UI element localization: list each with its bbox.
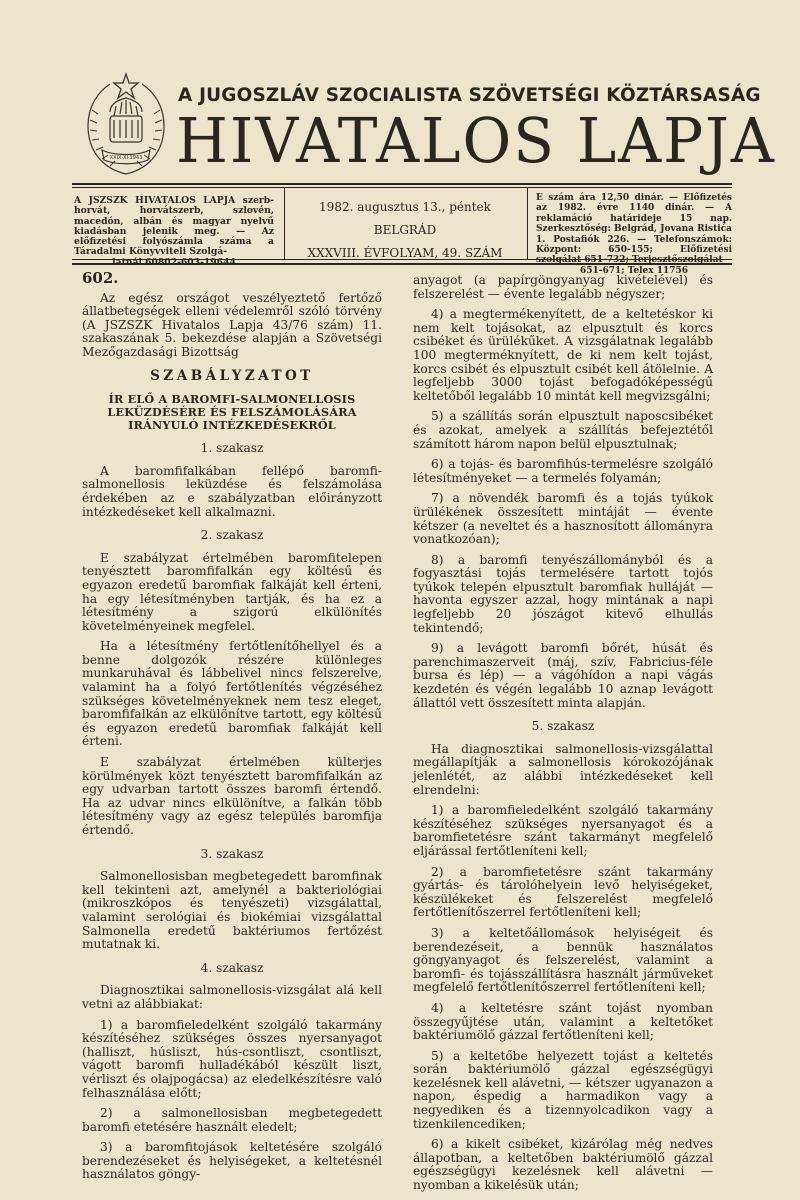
header-top-rule (72, 183, 732, 185)
list-item: 6) a tojás- és baromfihús-termelésre szolgáló létesítményeket — a termelés folyamán; (413, 457, 713, 485)
header-price-info (536, 193, 732, 276)
header-top-rule-thin (72, 187, 732, 188)
list-item: 3) a baromfitojások keltetésére szolgáló berendezéseket és helyiségeket, a keltetésnél használatos göngy- (82, 1140, 382, 1182)
act-number: 602. (82, 269, 119, 287)
header-right-text: E szám ára 12,50 dinár. — Előfizetés az 1982. évre 1140 dinár. — A reklamáció határideje 15 nap. Szerkesztőség: Belgrád, Jovana Ristića 1. Postafiók 226. — Telefonszámok: Központ: 650-155; Előfizetési szolgálat 651-732; Terjesztőszolgálat (536, 193, 732, 266)
list-item: 4) a keltetésre szánt tojást nyomban összegyűjtése után, valamint a keltetőket baktériumölő gázzal fertőtleníteni kell; (413, 1000, 713, 1043)
paragraph: A baromfifalkában fellépő baromfi-salmonellosis leküzdése és felszámolása érdekében az e szabályzatban előirányzott intézkedéseket kell alkalmazni. (82, 463, 382, 519)
header-right-phones: 651-671; Telex 11756 (579, 265, 689, 276)
list-item: 5) a keltetőbe helyezett tojást a keltetés során baktériumölő gázzal egészségügyi kezelésnek kell alávetni, — kétszer ugyanazon a napon, éspedig a harmadikon vagy a negyediken és a tizennyolcadikon vagy a tizenkilencediken; (413, 1048, 713, 1131)
gazette-title: HIVATALOS LAPJA (176, 104, 776, 177)
header-divider-right (527, 188, 528, 260)
list-item: 9) a levágott baromfi bőrét, húsát és parenchimaszerveit (máj, szív, Fabricius-féle bursa és lép) — a vágóhídon a napi vágás kezdetén és végén legalább 10 aznap levágott állattól vett összesített minta alapján. (413, 641, 713, 710)
list-item: 2) a baromfietetésre szánt takarmány gyártás- és tárolóhelyein levő helyiségeket, készülékeket és felszerelést megfelelő fertőtlenítőszerrel fertőtleníteni kell; (413, 864, 713, 920)
section-heading: 3. szakasz (200, 846, 264, 861)
list-item: 5) a szállítás során elpusztult naposcsibéket és azokat, amelyek a szállítás befejeztétől számított három napon belül elpusztulnak; (413, 409, 713, 451)
list-item: 1) a baromfieledelként szolgáló takarmány készítéséhez szükséges összes nyersanyagot (halliszt, húsliszt, hús-csontliszt, csontliszt, vágott baromfi hulladékából készült liszt, vérliszt és olajpogácsa) az eledelkészítésre való felhasználása előtt; (82, 1017, 382, 1100)
republic-supertitle: A JUGOSZLÁV SZOCIALISTA SZÖVETSÉGI KÖZTÁRSASÁG (178, 84, 761, 106)
svg-text:XXIX·XI·1943: XXIX·XI·1943 (109, 155, 143, 161)
act-subtitle: ÍR ELŐ A BAROMFI-SALMONELLOSIS LEKÜZDÉSÉRE ÉS FELSZÁMOLÁSÁRA IRÁNYULÓ INTÉZKEDÉSEKRŐL (107, 392, 357, 433)
paragraph: Salmonellosisban megbetegedett baromfinak kell tekinteni azt, amelynél a bakteriológiai (mikroszkópos és tenyészeti) vizsgálattal, valamint serológiai és biokémiai vizsgálattal Salmonella eredetű baktériumos fertőzést mutatnak ki. (82, 869, 382, 952)
right-column (413, 274, 713, 1200)
list-item: 1) a baromfieledelként szolgáló takarmány készítéséhez szükséges nyersanyagot és a baromfietetésre szánt takarmányt megfelelő eljárással fertőtleníteni kell; (413, 803, 713, 858)
paragraph: Ha diagnosztikai salmonellosis-vizsgálattal megállapítják a salmonellosis kórokozójának jelenlétét, az alábbi intézkedéseket kell elrendelni: (413, 741, 713, 797)
list-item: 8) a baromfi tenyészállományból és a fogyasztási tojás termelésére tartott tojós tyúkok telepén elpusztult baromfiak hulláját — havonta egyszer azzal, hogy mintának a napi legfeljebb 20 jószágot kitevő elhullás tekintendő; (413, 552, 713, 635)
paragraph-continuation: anyagot (a papírgöngyanyag kivételével) és felszerelést — évente legalább négyszer; (413, 273, 713, 301)
issue-volume: XXXVIII. ÉVFOLYAM, 49. SZÁM (307, 246, 503, 260)
section-heading: 5. szakasz (531, 719, 595, 734)
paragraph: Ha a létesítmény fertőtlenítőhellyel és a benne dolgozók részére különleges munkaruhával és lábbelivel nincs felszerelve, valamint ha a folyó fertőtlenítés végzéséhez szükséges követelményeknek nem tesz eleget, baromfifalkán az elkülönítve tartott, egy költésű és egyazon eredetű baromfiak falkáját kell érteni. (82, 639, 382, 749)
act-heading: SZABÁLYZATOT (150, 367, 314, 384)
header-subscription-info (74, 196, 274, 268)
issue-date: 1982. augusztus 13., péntek (319, 200, 491, 214)
header-left-account: latnál 60802-603-19644 (112, 256, 236, 268)
header-left-text: A JSZSZK HIVATALOS LAPJA szerb-horvát, horvátszerb, szlovén, macedón, albán és magyar nyelvű kiadásban jelenik meg. — Az előfizetési folyószámla száma a Táradalmi Könyvviteli Szolgá- (74, 195, 274, 258)
section-heading: 4. szakasz (200, 960, 264, 975)
list-item: 7) a növendék baromfi és a tojás tyúkok ürülékének összesített mintáját — évente kétszer (a neveltet és a hasznosított állományra vonatkozóan); (413, 491, 713, 547)
paragraph: Diagnosztikai salmonellosis-vizsgálat alá kell vetni az alábbiakat: (82, 983, 382, 1011)
section-heading: 1. szakasz (200, 441, 264, 456)
issue-city: BELGRÁD (373, 223, 437, 237)
header-divider-left (284, 188, 285, 260)
paragraph: E szabályzat értelmében baromfitelepen tenyésztett baromfifalkán egy költésű és egyazon eredetű baromfiak falkáját kell érteni, ha egy létesítményben tartják, és ha ez a létesítmény a szigorú elkülönítés követelményeinek megfelel. (82, 550, 382, 633)
header-issue-info (290, 196, 520, 265)
paragraph: E szabályzat értelmében külterjes körülmények közt tenyésztett baromfifalkán az egy udvarban tartott összes baromfi értendő. Ha az udvar nincs elkülönítve, a falkán több létesítmény vagy az egész település baromfija értendő. (82, 755, 382, 837)
coat-of-arms-icon (80, 70, 172, 182)
list-item: 3) a keltetőállomások helyiségeit és berendezéseit, a bennük használatos göngyanyagot és felszerelést, valamint a baromfi- és tojásszállításra használt járműveket megfelelő fertőtlenítőszerrel fertőtleníteni kell; (413, 925, 713, 995)
list-item: 6) a kikelt csibéket, kizárólag még nedves állapotban, a keltetőben baktériumölő gázzal egészségügyi kezelésnek kell alávetni — nyomban a kikelésük után; (413, 1137, 713, 1193)
act-intro: Az egész országot veszélyeztető fertőző állatbetegségek elleni védelemről szóló törvény (A JSZSZK Hivatalos Lapja 43/76 szám) 11. szakaszának 5. bekezdése alapján a Szövetségi Mezőgazdasági Bizottság (82, 290, 382, 359)
list-item: 2) a salmonellosisban megbetegedett baromfi etetésére használt eledelt; (82, 1106, 382, 1134)
section-heading: 2. szakasz (200, 528, 264, 543)
left-column (82, 269, 382, 1189)
list-item: 4) a megtermékenyített, de a keltetéskor ki nem kelt tojásokat, az elpusztult és korcs csibéket és ürülékűket. A vizsgálatnak legalább 100 megterméknyített, de ki nem kelt tojást, korcs csibét és elpusztult csibét kell átölelnie. A legfeljebb 3000 tojást befogadóképességű keltetőből legalább 10 mintát kell megvizsgálni; (413, 307, 713, 403)
